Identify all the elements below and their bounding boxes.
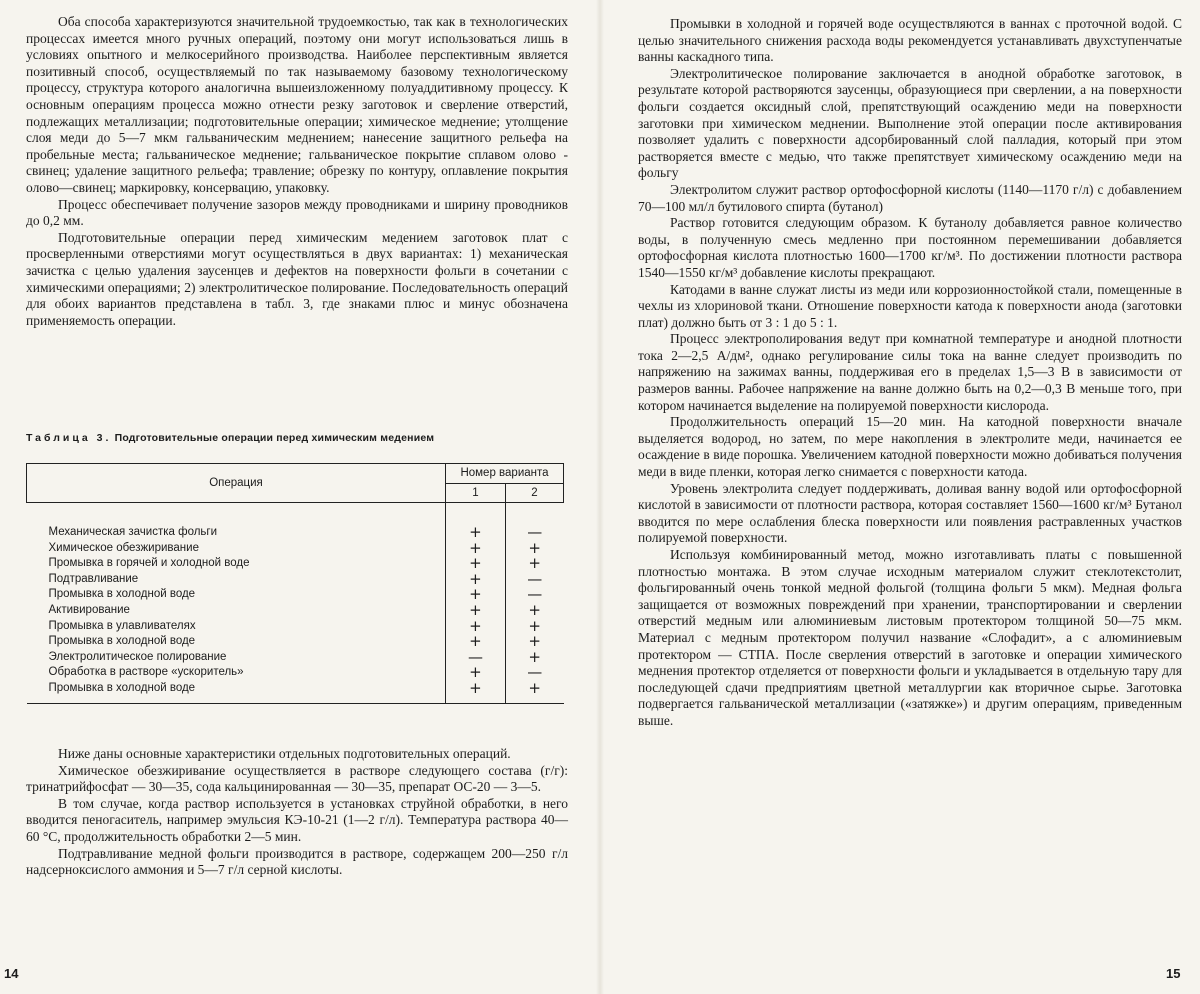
variant-2-mark: — bbox=[527, 569, 543, 588]
variant-1-mark: + bbox=[469, 663, 482, 682]
variant-1-column bbox=[446, 503, 506, 704]
table-row-operation: Промывка в улавливателях bbox=[48, 619, 196, 632]
table-body bbox=[27, 503, 564, 704]
variant-2-column bbox=[505, 503, 563, 704]
paragraph: Электролитическое полирование заключается в анодной обработке заготовок, в результате которой растворяются заусенцы, образующиеся при сверлении, а на поверхности фольги создается оксидный слой, препятствующий осаждению меди на поверхности заготовки при химическом меднении. Выполнение этой операции после активирования позволяет удалить с поверхности адсорбированный слой палладия, который при этом растворяется вместе с медью, что также препятствует химическому осаждению меди на фольгу bbox=[638, 65, 1182, 181]
paragraph: Электролитом служит раствор ортофосфорной кислоты (1140—1170 г/л) с добавлением 70—100 мл/л бутилового спирта (бутанол) bbox=[638, 181, 1182, 214]
variant-1-mark: + bbox=[469, 585, 482, 604]
variant-2-mark: + bbox=[528, 538, 541, 557]
right-page bbox=[600, 0, 1200, 994]
variant-2-mark: — bbox=[527, 585, 543, 604]
table-caption-lead: Таблица 3. bbox=[26, 432, 112, 444]
operations-column bbox=[27, 503, 446, 704]
table-caption bbox=[26, 432, 568, 444]
variant-2-mark: + bbox=[528, 554, 541, 573]
table-row-operation: Промывка в холодной воде bbox=[48, 681, 196, 694]
operations-table bbox=[26, 463, 564, 704]
variant-1-mark: + bbox=[469, 616, 482, 635]
table-row-operation: Промывка в горячей и холодной воде bbox=[48, 557, 250, 570]
left-top-text bbox=[26, 14, 568, 329]
table-row-operation: Подтравливание bbox=[48, 572, 139, 585]
right-text bbox=[638, 16, 1182, 730]
variant-2-mark: + bbox=[528, 632, 541, 651]
variant-1-mark: + bbox=[469, 632, 482, 651]
paragraph: Оба способа характеризуются значительной трудоемкостью, так как в технологических процессах имеется много ручных операций, поэтому они могут использоваться лишь в условиях опытного и мелкосерийного производства. Наиболее перспективным является позитивный способ, осуществляемый по так называемому базовому технологическому процессу, структура которого аналогична вышеизложенному полуаддитивному процессу. К основным операциям процесса можно отнести резку заготовок и сверление отверстий, подлежащих металлизации; подготовительные операции; химическое меднение; утолщение слоя меди до 5—7 мкм гальваническим меднением; нанесение защитного рельефа на пробельные места; гальваническое меднение; гальваническое покрытие сплавом олово - свинец; удаление защитного рельефа; травление; обрезку по контуру, оплавление покрытия олово—свинец; маркировку, консервацию, упаковку. bbox=[26, 14, 568, 195]
variant-2-mark: — bbox=[527, 663, 543, 682]
paragraph: Подготовительные операции перед химическим медением заготовок плат с просверленными отверстиями могут осуществляться в двух вариантах: 1) механическая зачистка с целью удаления заусенцев и дефектов на поверхности фольги в сочетании с химическими операциями; 2) электролитическое полирование. Последовательность операций для обоих вариантов представлена в табл. 3, где знаками плюс и минус обозначена применяемость операции. bbox=[26, 229, 568, 328]
header-variant-2: 2 bbox=[505, 483, 563, 503]
table-row-operation: Химическое обезжиривание bbox=[48, 541, 199, 554]
variant-1-mark: — bbox=[467, 647, 483, 666]
paragraph: Ниже даны основные характеристики отдельных подготовительных операций. bbox=[58, 746, 511, 761]
table-row-operation: Механическая зачистка фольги bbox=[48, 526, 218, 538]
page-number: 15 bbox=[1166, 966, 1181, 981]
paragraph: Уровень электролита следует поддерживать, доливая ванну водой или ортофосфорной кислотой в зависимости от плотности раствора, которая составляет 1560—1600 кг/м³ Бутанол вводится по мере ослабления блеска поверхности или появления растравленных участков полируемой поверхности. bbox=[638, 480, 1182, 546]
paragraph: Катодами в ванне служат листы из меди или коррозионностойкой стали, помещенные в чехлы из хлориновой ткани. Отношение поверхности катода к поверхности анода (заготовки плат) должно быть от 3 : 1 до 5 : 1. bbox=[638, 281, 1182, 330]
variant-2-mark: + bbox=[528, 678, 541, 697]
table-row-operation: Промывка в холодной воде bbox=[48, 588, 196, 601]
header-operation: Операция bbox=[27, 464, 446, 503]
paragraph: Процесс обеспечивает получение зазоров между проводниками и ширину проводников до 0,2 мм. bbox=[26, 196, 568, 229]
table-caption-text: Подготовительные операции перед химическим медением bbox=[114, 432, 435, 444]
variant-1-mark: + bbox=[469, 523, 482, 541]
table-row-operation: Промывка в холодной воде bbox=[48, 635, 196, 648]
variant-1-mark: + bbox=[469, 569, 482, 588]
paragraph: Подтравливание медной фольги производится в растворе, содержащем 200—250 г/л надсерноксислого аммония и 5—7 г/л серной кислоты. bbox=[26, 845, 568, 878]
table-row-operation: Активирование bbox=[48, 603, 130, 616]
variant-1-mark: + bbox=[469, 600, 482, 619]
paragraph: Продолжительность операций 15—20 мин. На катодной поверхности вначале выделяется водород, но затем, по мере накопления в электролите меди, начинается ее осаждение в виде порошка. Увеличением катодной поверхности можно добиваться получения меди в виде пленки, которая легко снимается с поверхности катода. bbox=[638, 414, 1182, 480]
paragraph: Химическое обезжиривание осуществляется в растворе следующего состава (г/г): тринатрийфосфат — 30—35, сода кальцинированная — 30—35, препарат ОС-20 — 3—5. bbox=[26, 762, 568, 795]
paragraph: Промывки в холодной и горячей воде осуществляются в ваннах с проточной водой. С целью значительного снижения расхода воды рекомендуется устанавливать двухступенчатые ванны каскадного типа. bbox=[638, 16, 1182, 65]
variant-1-mark: + bbox=[469, 538, 482, 557]
paragraph: Используя комбинированный метод, можно изготавливать платы с повышенной плотностью монтажа. В этом случае исходным материалом служит стеклотекстолит, фольгированный очень тонкой медной фольгой (толщина фольги 5 мкм). Медная фольга защищается от возможных повреждений при хранении, транспортировании и сверлении отверстий медным или алюминиевым листовым протектором толщиной 50—75 мкм. Материал с медным протектором получил название «Слофадит», а с алюминиевым протектором — СТПА. После сверления отверстий в заготовке и операции химического меднения протектор отделяется от поверхности фольги и укладывается в отдельную тару для последующей сдачи предприятиям цветной металлургии как вторичное сырье. Заготовка подвергается гальванической металлизации («затяжке») и другим операциям, приведенным выше. bbox=[638, 547, 1182, 728]
variant-2-mark: + bbox=[528, 647, 541, 666]
variant-1-mark: + bbox=[469, 554, 482, 573]
table-row-operation: Электролитическое полирование bbox=[48, 650, 227, 663]
paragraph: В том случае, когда раствор используется в установках струйной обработки, в него вводится пеногаситель, например эмульсия КЭ-10-21 (1—2 г/л). Температура раствора 40—60 °С, продолжительность обработки 2—5 мин. bbox=[26, 795, 568, 844]
variant-2-mark: — bbox=[527, 523, 543, 541]
variant-1-mark: + bbox=[469, 678, 482, 697]
header-variant: Номер варианта bbox=[446, 464, 564, 484]
variant-2-mark: + bbox=[528, 616, 541, 635]
variant-2-mark: + bbox=[528, 600, 541, 619]
table-row-operation: Обработка в растворе «ускоритель» bbox=[48, 666, 244, 679]
paragraph: Процесс электрополирования ведут при комнатной температуре и анодной плотности тока 2—2,5 А/дм², однако регулирование силы тока на ванне следует производить по напряжению на зажимах ванны, поддерживая его в пределах 1,5—3 В в зависимости от размеров ванны. Рабочее напряжение на ванне должно быть на 0,2—0,3 В меньше того, при котором начинается выделение на полируемой поверхности кислорода. bbox=[638, 331, 1182, 413]
page-number: 14 bbox=[4, 966, 19, 981]
left-bottom-text bbox=[26, 746, 568, 879]
paragraph: Раствор готовится следующим образом. К бутанолу добавляется равное количество воды, в полученную смесь медленно при постоянном перемешивании добавляется ортофосфорная кислота плотностью 1600—1700 кг/м³. По достижении плотности раствора 1540—1550 кг/м³ добавление кислоты прекращают. bbox=[638, 215, 1182, 280]
header-variant-1: 1 bbox=[446, 483, 506, 503]
